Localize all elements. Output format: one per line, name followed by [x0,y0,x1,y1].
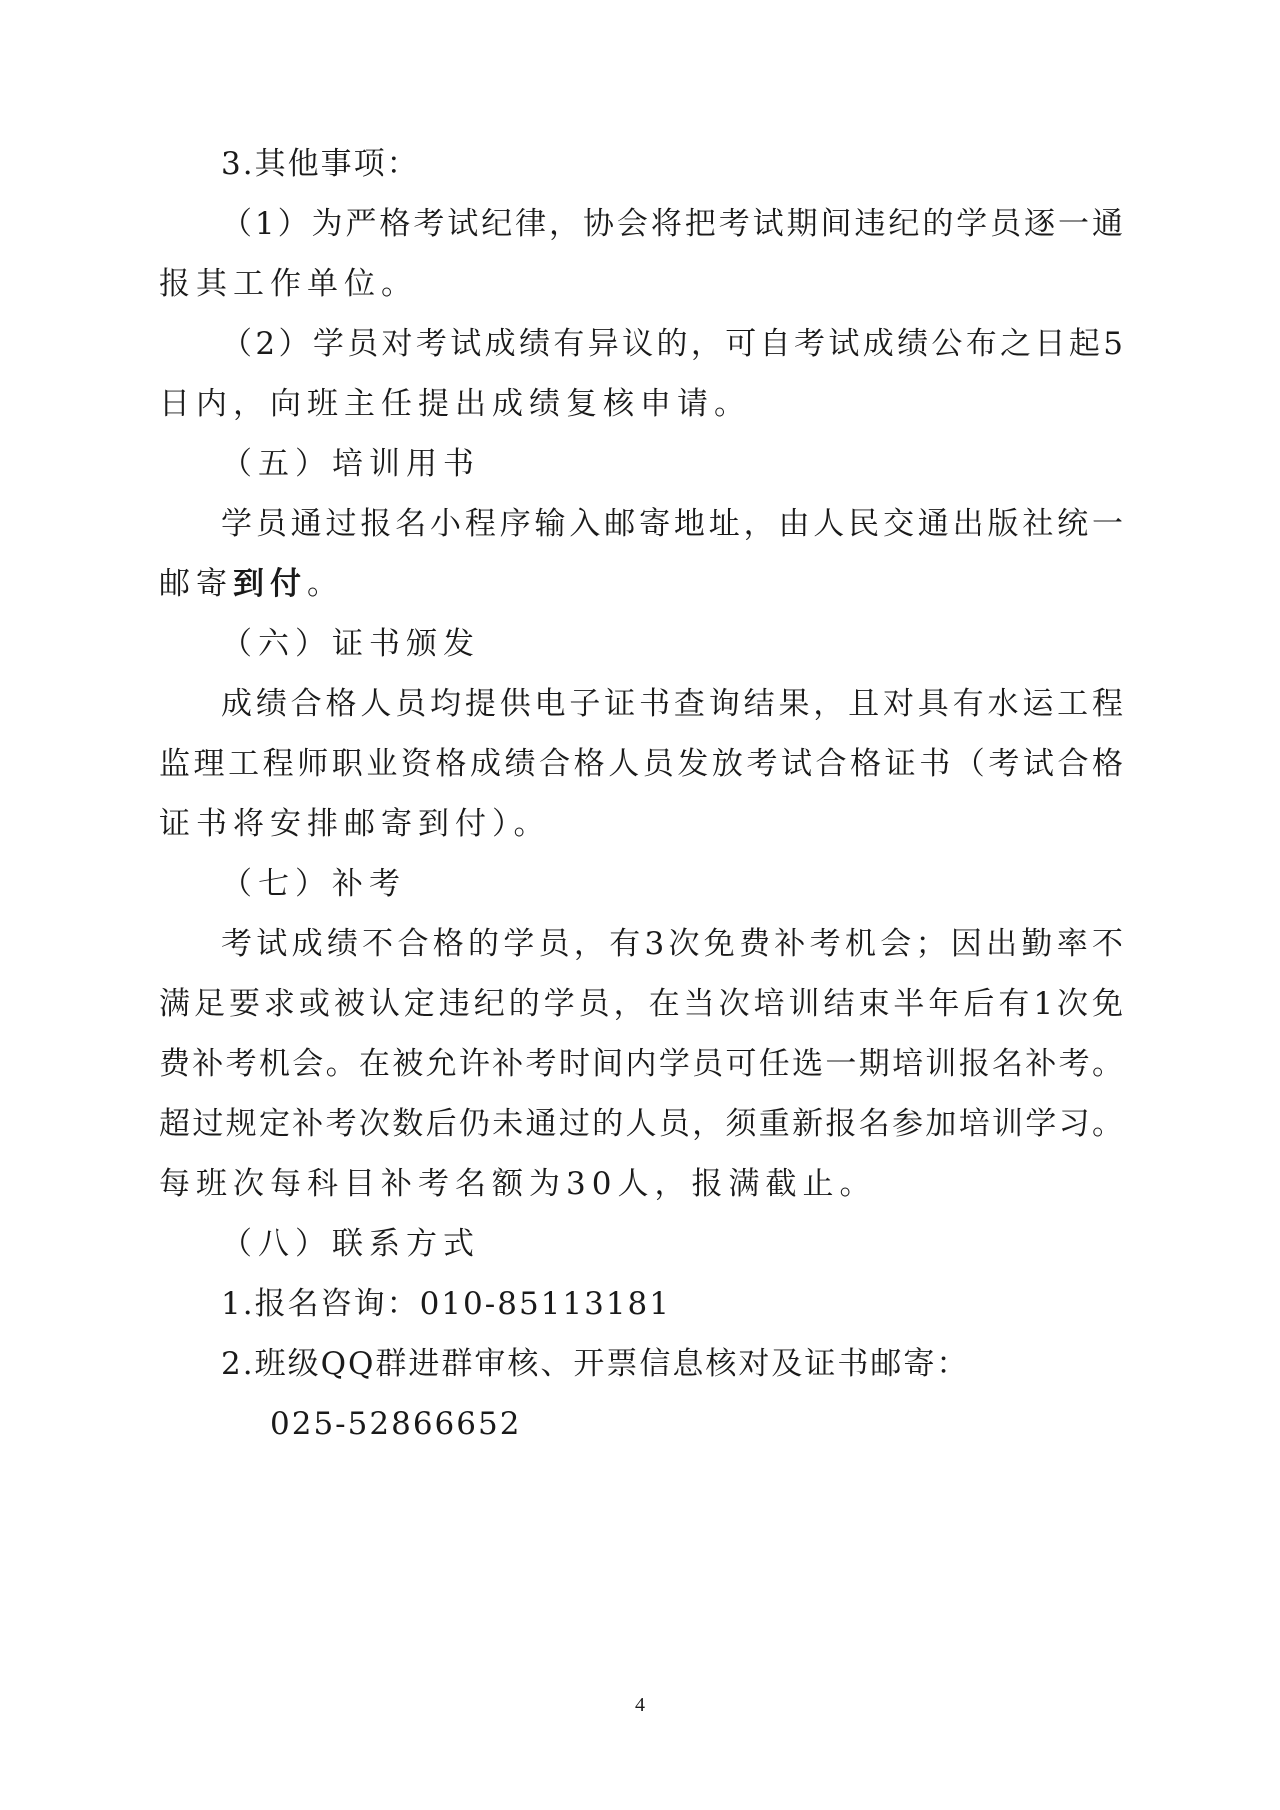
cash-on-delivery-text: 到付 [233,566,307,602]
paragraph-line: 报其工作单位。 [159,266,418,302]
page-number: 4 [635,1694,645,1716]
paragraph-line: 满足要求或被认定违纪的学员，在当次培训结束半年后有1次免 [159,986,1123,1022]
contact-registration-phone: 1.报名咨询：010-85113181 [221,1286,672,1322]
contact-qq-phone: 025-52866652 [270,1406,522,1442]
section-heading-makeup-exam: （七）补考 [221,866,406,902]
mail-text: 邮寄 [159,566,233,602]
section-heading-other-matters: 3.其他事项： [221,146,420,182]
section-heading-training-books: （五）培训用书 [221,446,480,482]
section-heading-certificate: （六）证书颁发 [221,626,480,662]
paragraph-line: 日内，向班主任提出成绩复核申请。 [159,386,751,422]
paragraph-line: 每班次每科目补考名额为30人，报满截止。 [159,1166,877,1202]
section-heading-contact: （八）联系方式 [221,1226,480,1262]
paragraph-line: 监理工程师职业资格成绩合格人员发放考试合格证书（考试合格 [159,746,1123,782]
paragraph-line: 成绩合格人员均提供电子证书查询结果，且对具有水运工程 [221,686,1123,722]
paragraph-line: 费补考机会。在被允许补考时间内学员可任选一期培训报名补考。 [159,1046,1123,1082]
paragraph-line [159,564,344,604]
contact-qq-group: 2.班级QQ群进群审核、开票信息核对及证书邮寄： [221,1346,970,1382]
paragraph-line: 证书将安排邮寄到付）。 [159,806,551,842]
paragraph-line: （1）为严格考试纪律，协会将把考试期间违纪的学员逐一通 [221,206,1123,242]
period-text: 。 [307,566,344,602]
paragraph-line: 考试成绩不合格的学员，有3次免费补考机会；因出勤率不 [221,926,1123,962]
paragraph-line: 学员通过报名小程序输入邮寄地址，由人民交通出版社统一 [221,506,1123,542]
paragraph-line: （2）学员对考试成绩有异议的，可自考试成绩公布之日起5 [221,326,1123,362]
paragraph-line: 超过规定补考次数后仍未通过的人员，须重新报名参加培训学习。 [159,1106,1123,1142]
